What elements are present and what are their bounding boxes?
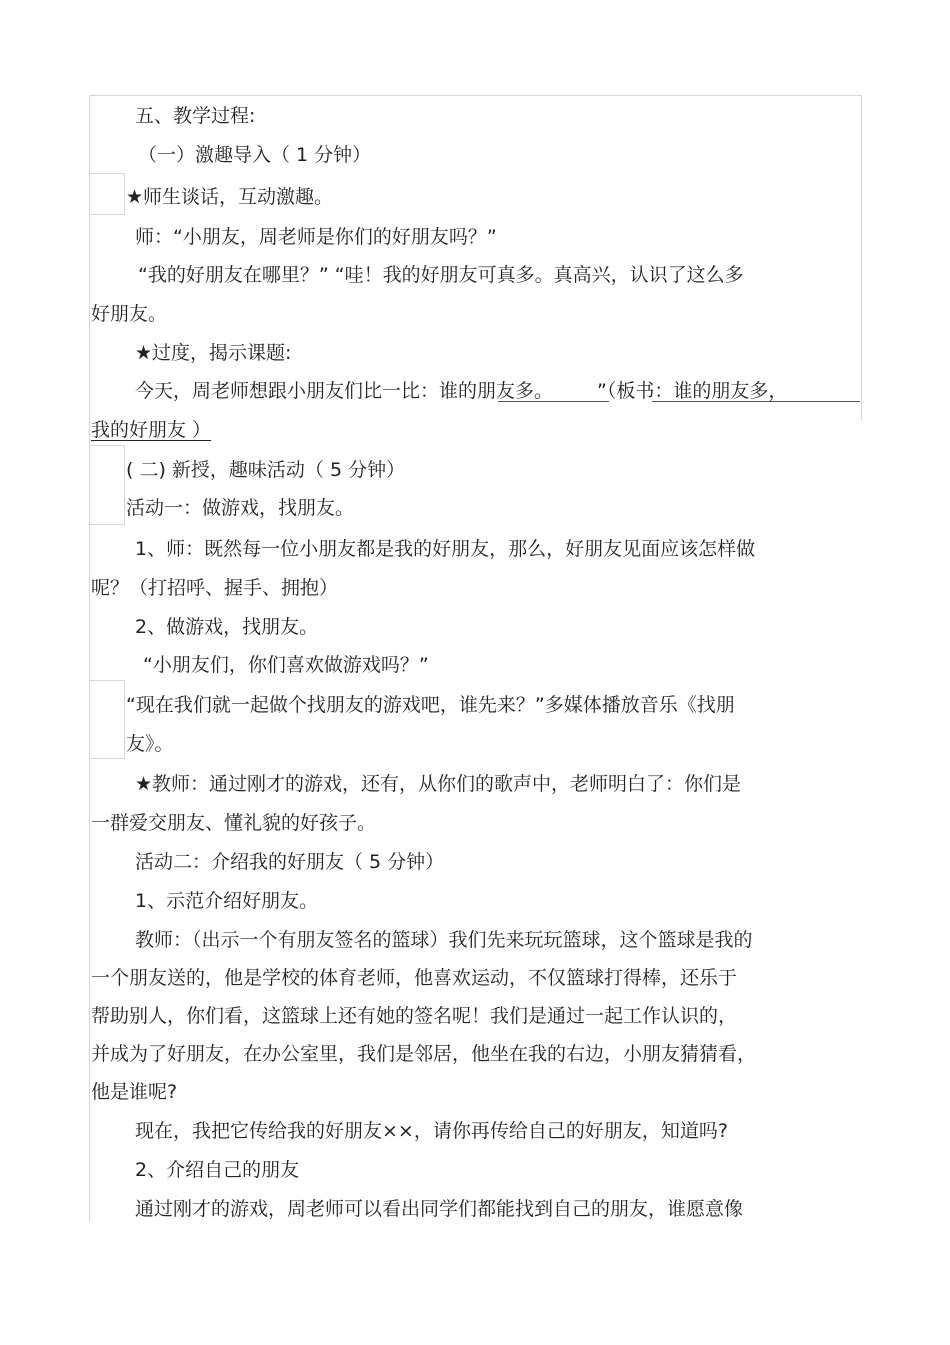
cell-box-3 [89,680,125,759]
activity-1-title: 活动一：做游戏，找朋友。 [126,497,355,519]
step-play-game: 2、做游戏，找朋友。 [135,616,319,638]
paragraph-topic-line-2 [91,418,211,442]
activity-2-title: 活动二：介绍我的好朋友（ 5 分钟） [135,851,445,873]
paragraph-basketball-line-5: 他是谁呢? [91,1081,178,1103]
paragraph-basketball-line-3: 帮助别人，你们看，这篮球上还有她的签名呢！我们是通过一起工作认识的， [91,1005,738,1027]
paragraph-greeting-line-1: 1、师：既然每一位小朋友都是我的好朋友，那么，好朋友见面应该怎样做 [135,538,756,560]
paragraph-basketball-line-4: 并成为了好朋友，在办公室里，我们是邻居，他坐在我的右边，小朋友猜猜看， [91,1043,757,1065]
paragraph-friends-line-2: 好朋友。 [91,303,168,325]
page-frame-top [89,95,862,96]
cell-box-1 [89,173,125,215]
topic-underlined-1: 朋友多。 [477,380,554,402]
star-teacher-line-2: 一群爱交朋友、懂礼貌的好孩子。 [91,812,377,834]
star-note-2: ★过度，揭示课题: [135,342,292,364]
underline-blank-2 [652,401,860,402]
quote-like-games: “小朋友们，你们喜欢做游戏吗？” [143,654,429,676]
section-2-title: ( 二) 新授，趣味活动（ 5 分钟） [126,459,406,481]
star-teacher-line-1: ★教师：通过刚才的游戏，还有，从你们的歌声中，老师明白了：你们是 [135,773,742,795]
paragraph-pass-ball: 现在，我把它传给我的好朋友××，请你再传给自己的好朋友，知道吗? [135,1120,728,1142]
paragraph-basketball-line-2: 一个朋友送的，他是学校的体育老师，他喜欢运动，不仅篮球打得棒，还乐于 [91,967,738,989]
paragraph-friends-line-1: “我的好朋友在哪里？” “哇！我的好朋友可真多。真高兴，认识了这么多 [138,264,744,286]
cell-box-2 [89,445,125,525]
topic-mid-text: ”（ [597,380,617,402]
underline-blank-1 [498,401,609,402]
blackboard-note: 板书：谁的朋友多， [616,380,788,402]
paragraph-topic-line-1 [135,379,787,403]
paragraph-closing: 通过刚才的游戏，周老师可以看出同学们都能找到自己的朋友，谁愿意像 [135,1198,744,1220]
quote-find-friends-line-1: “现在我们就一起做个找朋友的游戏吧，谁先来？”多媒体播放音乐《找朋 [126,694,735,716]
step-demo-introduce: 1、示范介绍好朋友。 [135,890,319,912]
section-1-title: （一）激趣导入（ 1 分钟） [138,144,372,166]
star-note-1: ★师生谈话，互动激趣。 [126,186,334,208]
blackboard-note-end: 我的好朋友 ） [91,419,212,441]
step-introduce-own-friend: 2、介绍自己的朋友 [135,1159,300,1181]
paragraph-teacher-question: 师：“小朋友，周老师是你们的好朋友吗？” [135,226,497,248]
topic-intro-text: 今天，周老师想跟小朋友们比一比：谁的 [135,380,478,402]
paragraph-greeting-line-2: 呢？（打招呼、握手、拥抱） [91,577,339,599]
page-frame-left [89,95,90,1222]
page-frame-right [861,95,862,420]
section-heading: 五、教学过程: [135,105,256,127]
quote-find-friends-line-2: 友》。 [126,733,174,755]
paragraph-basketball-line-1: 教师：（出示一个有朋友签名的篮球）我们先来玩玩篮球，这个篮球是我的 [135,929,753,951]
